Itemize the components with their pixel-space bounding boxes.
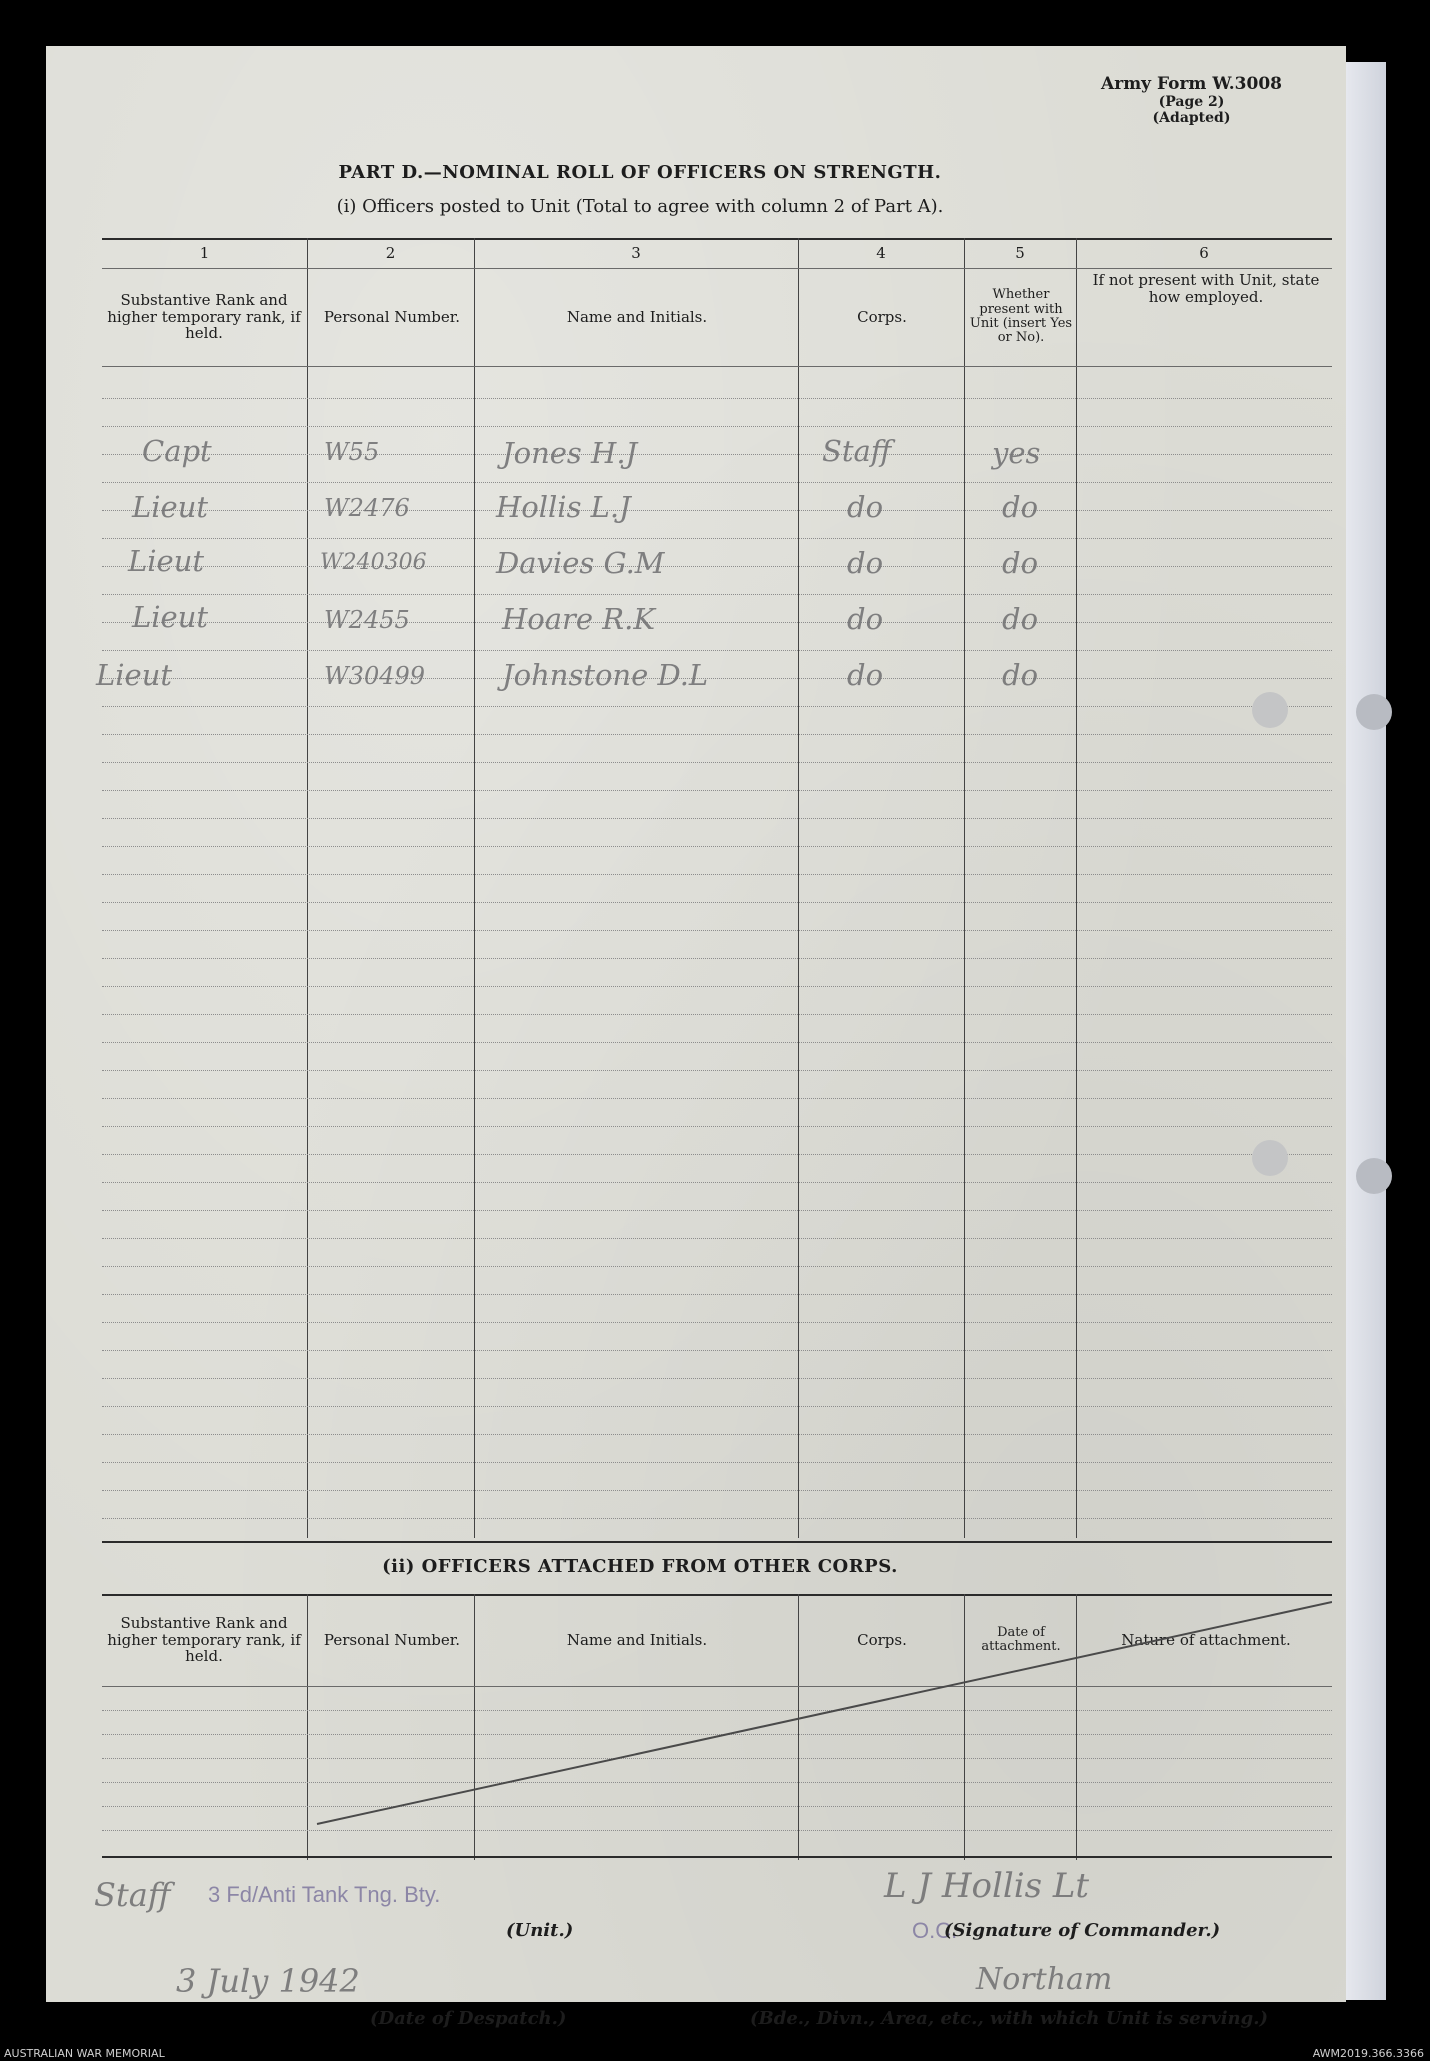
ruled-line (102, 1014, 1332, 1015)
ruled-line (102, 622, 1332, 623)
part-d-subtitle: (i) Officers posted to Unit (Total to agree with column 2 of Part A). (336, 196, 944, 217)
location-caption: (Bde., Divn., Area, etc., with which Unit is serving.) (750, 2008, 1268, 2029)
ruled-line (102, 1518, 1332, 1519)
part-ii-title: (ii) OFFICERS ATTACHED FROM OTHER CORPS. (382, 1556, 898, 1577)
form-adapted: (Adapted) (1152, 110, 1231, 126)
col-num-5: 5 (1015, 244, 1025, 262)
ruled-line (102, 762, 1332, 763)
entry-rank: Lieut (128, 544, 205, 578)
col-head-corps: Corps. (857, 1630, 907, 1649)
entry-corps: do (847, 546, 884, 580)
ruled-line (102, 1294, 1332, 1295)
punch-hole (1252, 1140, 1288, 1176)
ruled-line (102, 706, 1332, 707)
entry-name: Hoare R.K (502, 602, 656, 636)
col-head-name: Name and Initials. (566, 307, 708, 326)
ruled-line (102, 1070, 1332, 1071)
entry-number: W2476 (324, 494, 410, 522)
col-head-name: Name and Initials. (566, 1630, 708, 1649)
ruled-line (102, 1126, 1332, 1127)
ruled-line (102, 454, 1332, 455)
form-header (1101, 74, 1282, 126)
punch-hole (1252, 692, 1288, 728)
archive-left-label: AUSTRALIAN WAR MEMORIAL (4, 2047, 165, 2060)
col-head-number: Personal Number. (323, 1630, 461, 1649)
ruled-line (102, 1322, 1332, 1323)
ruled-line (102, 1434, 1332, 1435)
ruled-line (102, 398, 1332, 399)
ruled-line (102, 902, 1332, 903)
entry-present: yes (992, 436, 1041, 470)
entry-corps: do (847, 658, 884, 692)
signature-caption: (Signature of Commander.) (944, 1920, 1221, 1941)
ruled-line (102, 1098, 1332, 1099)
entry-number: W30499 (324, 662, 426, 690)
ruled-line (102, 1210, 1332, 1211)
ruled-line (102, 594, 1332, 595)
entry-present: do (1002, 658, 1039, 692)
entry-corps: do (847, 490, 884, 524)
col-num-2: 2 (385, 244, 396, 262)
col-head-number: Personal Number. (323, 307, 461, 326)
col-head-employed: If not present with Unit, state how employed. (1092, 271, 1320, 306)
oc-stamp: O.C. (912, 1918, 958, 1943)
ruled-line (102, 538, 1332, 539)
entry-name: Jones H.J (502, 436, 638, 470)
entry-rank: Lieut (96, 658, 173, 692)
ruled-line (102, 650, 1332, 651)
ruled-line (102, 818, 1332, 819)
col-head-present: Whether present with Unit (insert Yes or No). (969, 287, 1073, 346)
entry-number: W240306 (320, 550, 427, 575)
form-name: Army Form W.3008 (1101, 74, 1282, 94)
date-caption: (Date of Despatch.) (370, 2008, 567, 2029)
ruled-line (102, 958, 1332, 959)
entry-present: do (1002, 602, 1039, 636)
ruled-line (102, 1350, 1332, 1351)
entry-present: do (1002, 546, 1039, 580)
ruled-line (102, 1406, 1332, 1407)
entry-present: do (1002, 490, 1039, 524)
ruled-line (102, 986, 1332, 987)
ruled-line (102, 930, 1332, 931)
punch-hole (1356, 694, 1392, 730)
ruled-line (102, 1490, 1332, 1491)
col-head-rank: Substantive Rank and higher temporary rank, if held. (107, 1614, 301, 1666)
ruled-line (102, 846, 1332, 847)
officers-attached-table (102, 1594, 1332, 1860)
ruled-line (102, 734, 1332, 735)
ruled-line (102, 1378, 1332, 1379)
officers-posted-table (96, 238, 1332, 1546)
ruled-line (102, 678, 1332, 679)
entry-number: W2455 (324, 606, 410, 634)
ruled-line (102, 1238, 1332, 1239)
entry-number: W55 (324, 438, 380, 466)
col-head-rank: Substantive Rank and higher temporary rank, if held. (107, 291, 301, 343)
ruled-line (102, 426, 1332, 427)
form-page (46, 46, 1346, 2029)
punch-hole (1356, 1158, 1392, 1194)
ruled-line (102, 1462, 1332, 1463)
unit-caption: (Unit.) (506, 1920, 574, 1941)
entry-rank: Lieut (132, 490, 209, 524)
unit-stamp: 3 Fd/Anti Tank Tng. Bty. (208, 1882, 441, 1907)
entry-name: Davies G.M (496, 546, 665, 580)
cancel-strike-line (102, 1594, 1332, 1860)
despatch-date: 3 July 1942 (176, 1962, 360, 2000)
col-num-6: 6 (1199, 244, 1209, 262)
archive-right-label: AWM2019.366.3366 (1312, 2047, 1424, 2060)
ruled-line (102, 874, 1332, 875)
ruled-line (102, 566, 1332, 567)
ruled-line (102, 1266, 1332, 1267)
commander-signature: L J Hollis Lt (884, 1866, 1090, 1906)
entry-name: Johnstone D.L (502, 658, 709, 692)
entry-rank: Lieut (132, 600, 209, 634)
location-handwritten: Northam (976, 1962, 1113, 1997)
entry-name: Hollis L.J (496, 490, 631, 524)
col-head-nature: Nature of attachment. (1121, 1630, 1291, 1649)
col-num-3: 3 (631, 244, 641, 262)
entry-rank: Capt (142, 434, 212, 468)
ruled-line (102, 482, 1332, 483)
unit-handwritten: Staff (94, 1876, 171, 1914)
ruled-line (102, 1154, 1332, 1155)
col-head-date: Date of attachment. (981, 1624, 1061, 1654)
col-head-corps: Corps. (857, 307, 907, 326)
ruled-line (102, 510, 1332, 511)
form-page-number: (Page 2) (1158, 94, 1225, 110)
binding-strip (1346, 62, 1386, 2000)
ruled-line (102, 1042, 1332, 1043)
col-num-1: 1 (199, 244, 210, 262)
col-num-4: 4 (876, 244, 886, 262)
entry-corps: do (847, 602, 884, 636)
part-d-title: PART D.—NOMINAL ROLL OF OFFICERS ON STRENGTH. (338, 162, 942, 183)
entry-corps: Staff (822, 434, 892, 468)
ruled-line (102, 790, 1332, 791)
archive-footer (0, 2047, 1430, 2061)
ruled-line (102, 1182, 1332, 1183)
